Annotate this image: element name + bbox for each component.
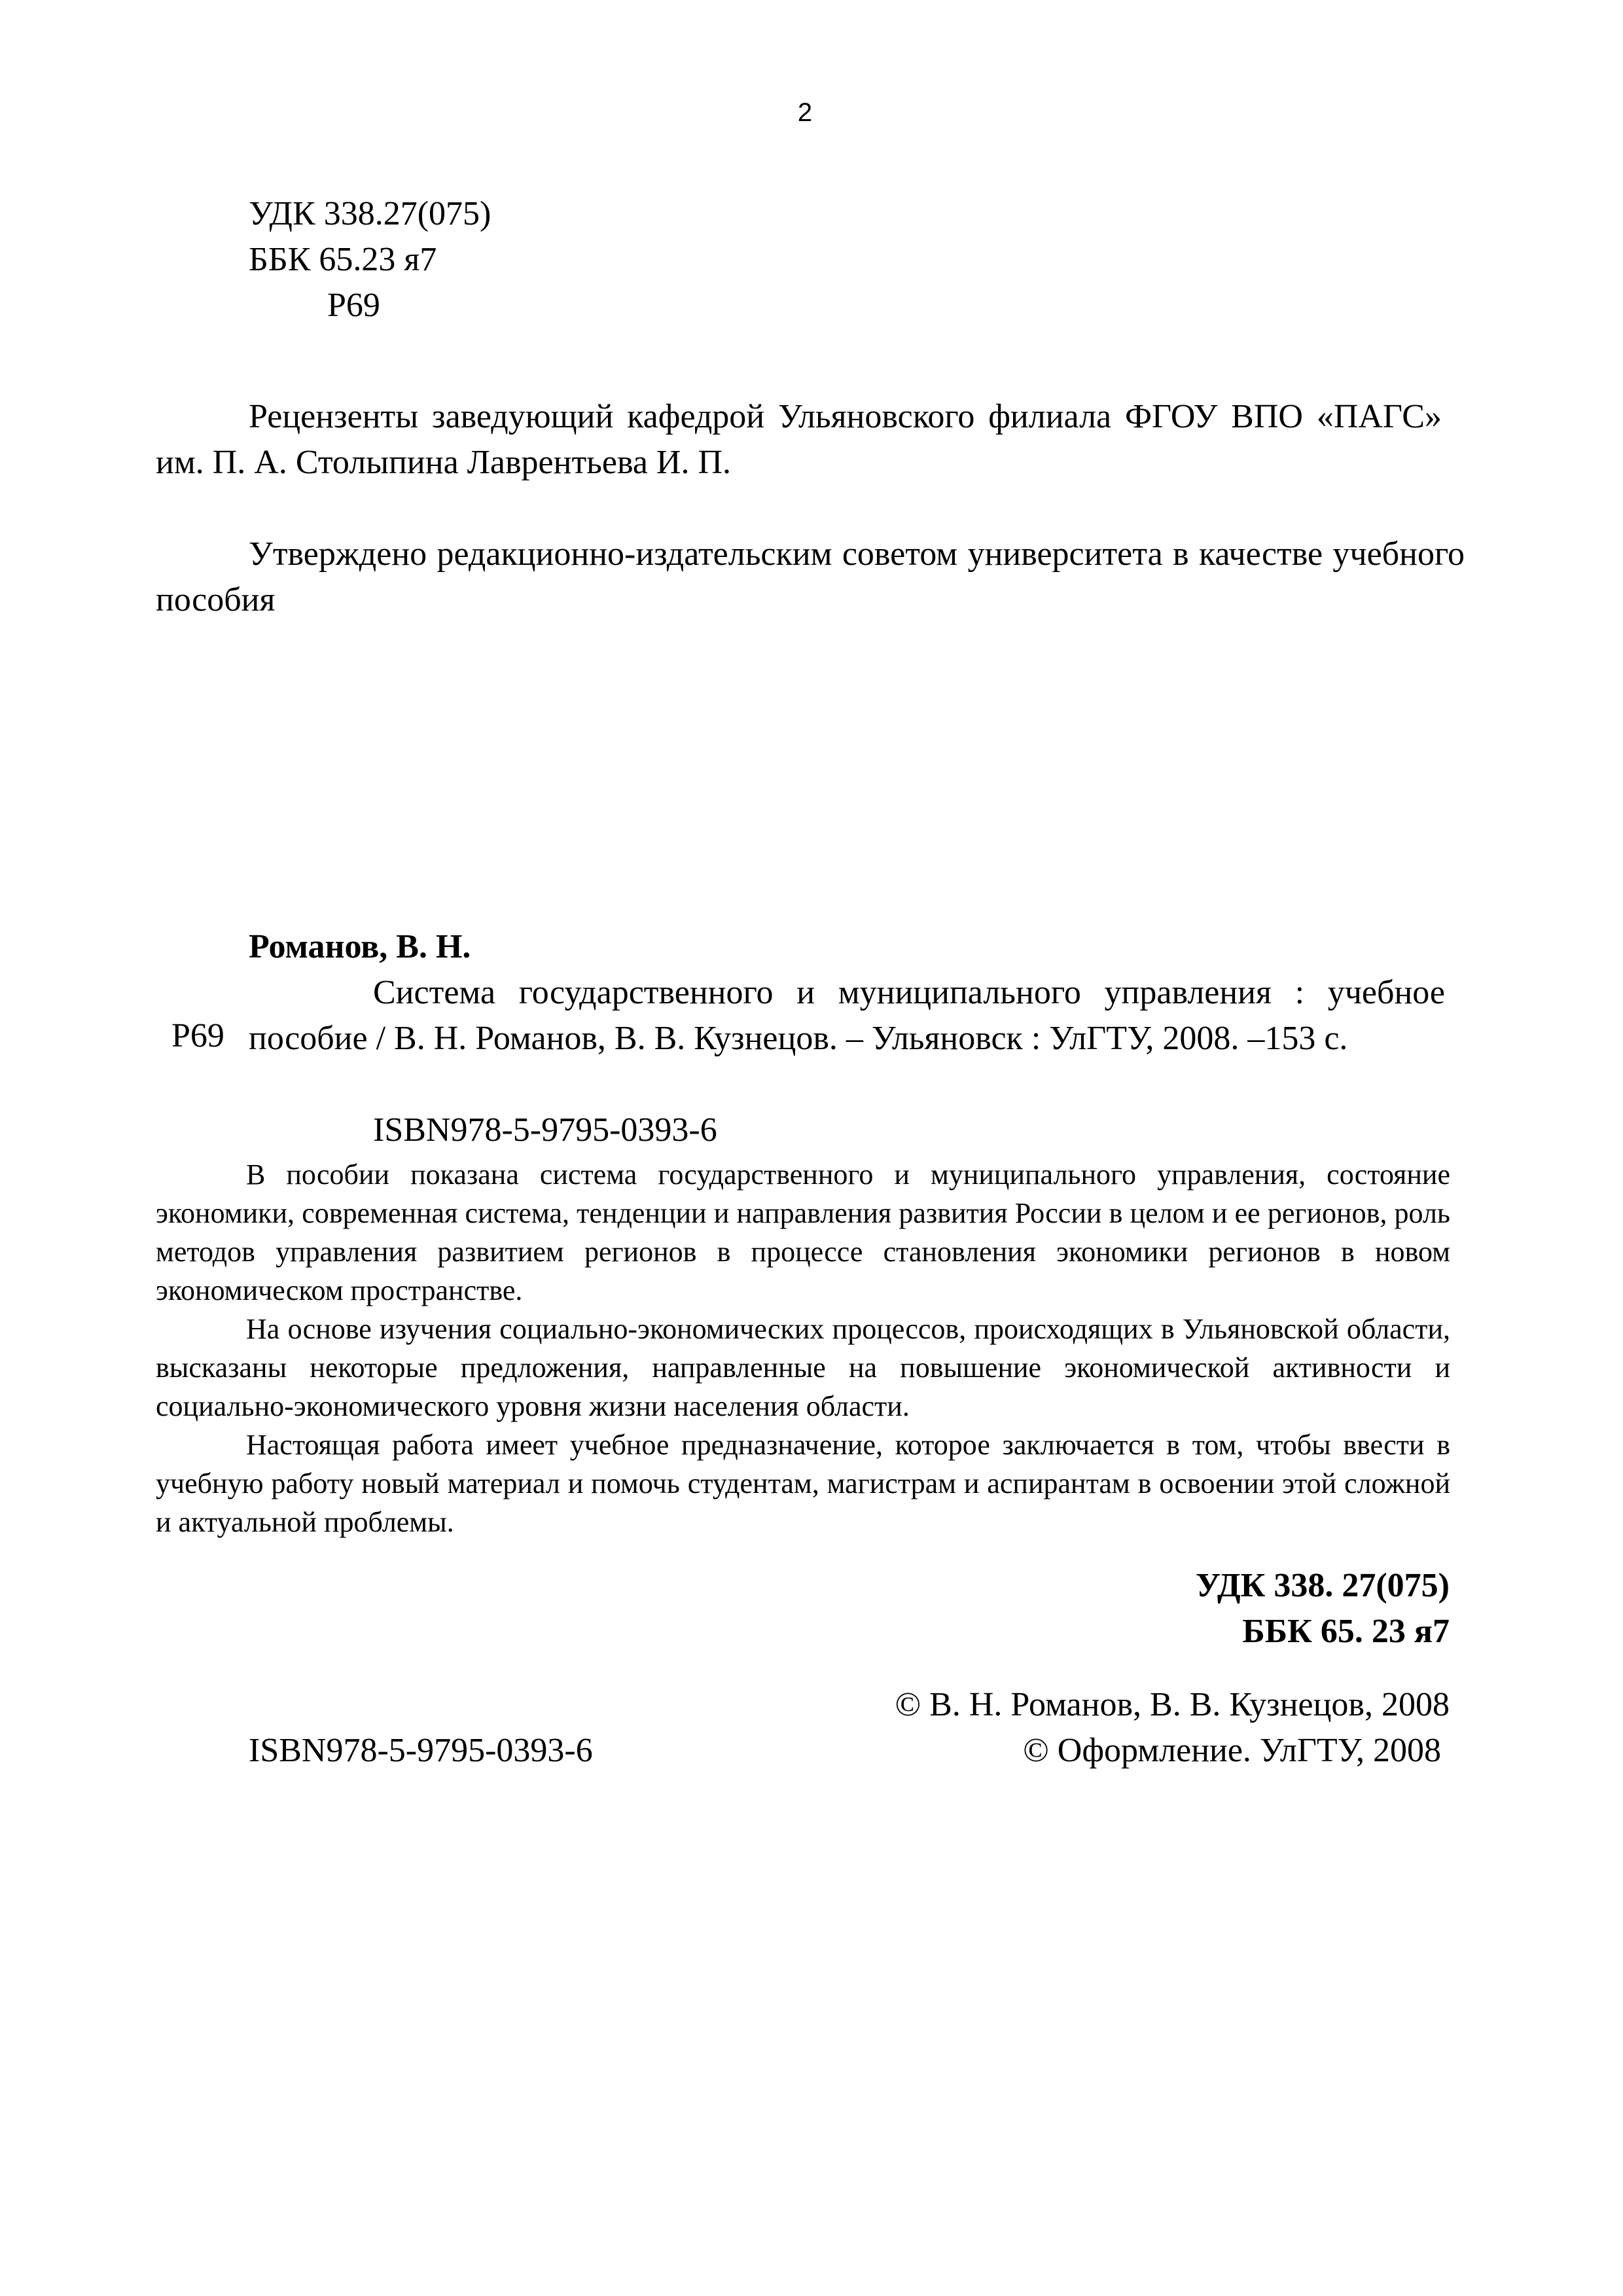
copyright-authors: © В. Н. Романов, В. В. Кузнецов, 2008	[895, 1686, 1450, 1723]
bbk-code-top: ББК 65.23 я7	[249, 241, 437, 278]
reviewers-paragraph: Рецензенты заведующий кафедрой Ульяновского филиала ФГОУ ВПО «ПАГС» им. П. А. Столыпина Лаврентьева И. П.	[156, 398, 1442, 481]
record-description: Система государственного и муниципального управления : учебное пособие / В. Н. Романов, В. В. Кузнецов. – Ульяновск : УлГТУ, 2008. –153 с.	[249, 974, 1445, 1057]
record-author: Романов, В. Н.	[249, 928, 471, 965]
bbk-code-bottom: ББК 65. 23 я7	[1242, 1613, 1450, 1650]
abstract-paragraph-1: В пособии показана система государственного и муниципального управления, состояние экономики, современная система, тенденции и направления развития России в целом и ее регионов, роль методов управления развитием регионов в процессе становления экономики регионов в новом экономическом пространстве.	[156, 1158, 1450, 1306]
abstract	[156, 1155, 1450, 1541]
abstract-paragraph-2: На основе изучения социально-экономических процессов, происходящих в Ульяновской области, высказаны некоторые предложения, направленные на повышение экономической активности и социально-экономического уровня жизни населения области.	[156, 1313, 1450, 1422]
copyright-design: © Оформление. УлГТУ, 2008	[1023, 1732, 1441, 1769]
abstract-paragraph-3: Настоящая работа имеет учебное предназначение, которое заключается в том, чтобы ввести в учебную работу новый материал и помочь студентам, магистрам и аспирантам в освоении этой сложной и актуальной проблемы.	[156, 1429, 1450, 1538]
record-author-mark: Р69	[171, 1017, 224, 1054]
approval-paragraph: Утверждено редакционно-издательским советом университета в качестве учебного пособия	[156, 535, 1465, 619]
udk-code-top: УДК 338.27(075)	[249, 195, 491, 232]
udk-code-bottom: УДК 338. 27(075)	[1195, 1567, 1450, 1604]
author-mark-top: Р69	[327, 287, 380, 324]
footer-isbn: ISBN978-5-9795-0393-6	[249, 1732, 593, 1769]
page-number: 2	[797, 98, 813, 127]
record-isbn: ISBN978-5-9795-0393-6	[373, 1111, 717, 1149]
